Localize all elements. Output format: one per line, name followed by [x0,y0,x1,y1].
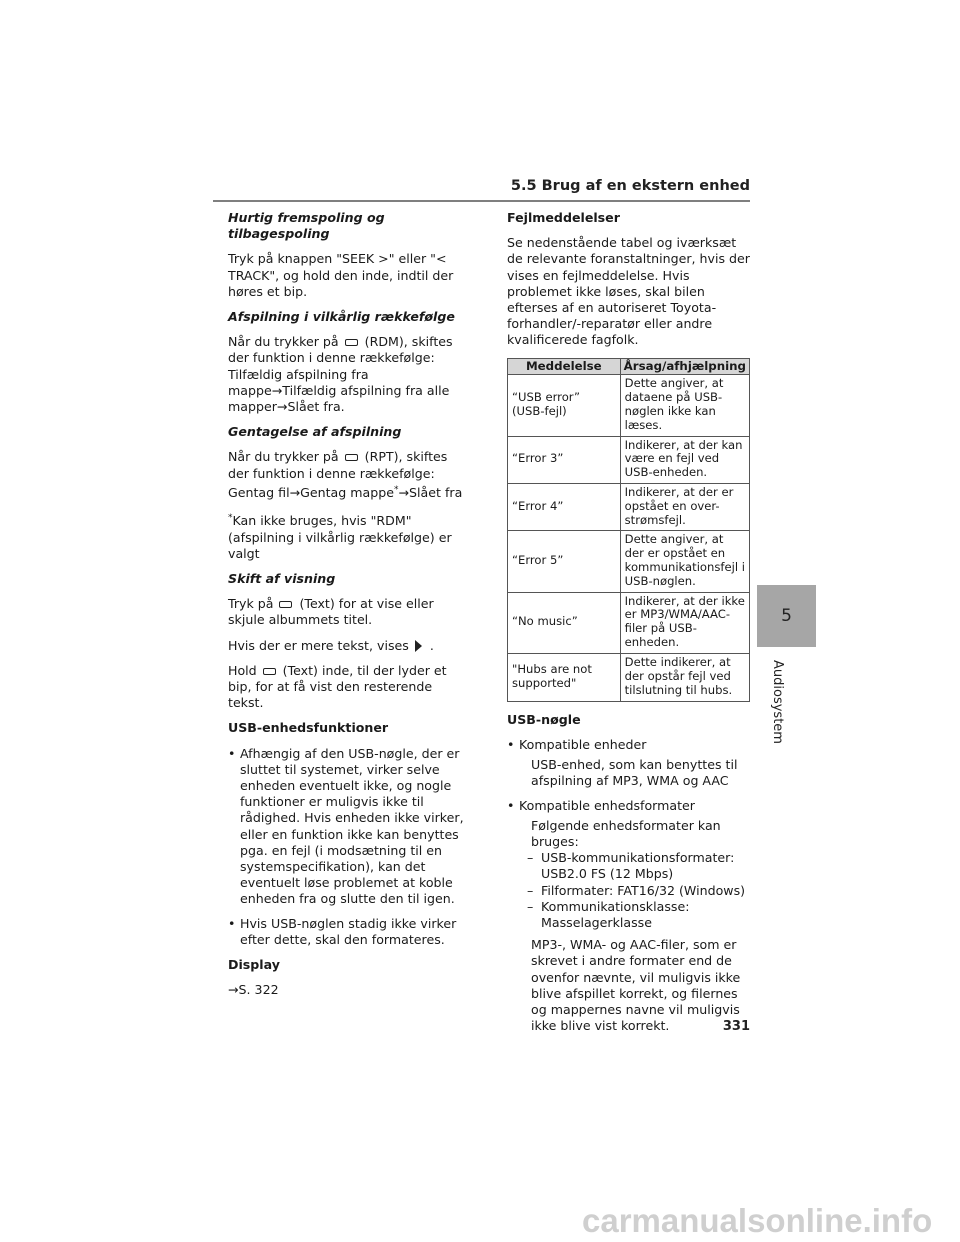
section-text-fast-forward: Tryk på knappen "SEEK >" eller "< TRACK", og hold den inde, indtil der høres et bip. [228,251,454,299]
table-row [508,375,750,436]
section-title-display: Display [228,957,280,973]
text-button-icon [263,668,276,675]
table-row [508,653,750,701]
table-row [508,592,750,653]
list-item [507,798,752,1035]
table-cell-message: "Hubs are not supported" [508,653,621,701]
usb-functions-list [228,746,468,948]
usb-key-list [507,737,752,1034]
section-title-usb-key: USB-nøgle [507,711,581,727]
table-cell-cause: Indikerer, at der kan være en fejl ved USB-enheden. [620,436,749,483]
right-column [507,210,752,1043]
section-title-fast-forward: Hurtig fremspoling og tilbagespoling [228,210,385,242]
table-cell-cause: Dette angiver, at dataene på USB-nøglen ikke kan læses. [620,375,749,436]
format-item: – USB-kommunikationsformater: USB2.0 FS (12 Mbps) [527,850,735,882]
compatible-devices-text: USB-enhed, som kan benyttes til afspilning af MP3, WMA og AAC [531,757,738,789]
chapter-tab-label: Audiosystem [770,660,785,744]
page-reference-link[interactable]: →S. 322 [228,982,279,998]
format-item: – Kommunikationsklasse: Masselagerklasse [527,898,690,930]
section-text-hold-text: Hold (Text) inde, til der lyder et bip, for at få vist den resterende tekst. [228,662,447,711]
table-row [508,531,750,592]
table-row [508,484,750,531]
section-title-display-switch: Skift af visning [228,571,336,587]
compatible-formats-label: • Kompatible enhedsformater [519,797,695,813]
section-text-repeat: Når du trykker på (RPT), skiftes der funktion i denne rækkefølge: Gentag fil→Gentag mappe*→Slået fra [228,449,463,501]
table-cell-message: “No music” [508,592,621,653]
table-cell-message: “Error 4” [508,484,621,531]
table-cell-cause: Indikerer, at der er opstået en over-strømsfejl. [620,484,749,531]
section-title-random: Afspilning i vilkårlig rækkefølge [228,309,455,325]
compatible-devices-label: • Kompatible enheder [519,736,647,752]
list-item: • Afhængig af den USB-nøgle, der er sluttet til systemet, virker selve enheden eventuelt ikke, og nogle funktioner er muligvis ikke til rådighed. Hvis enheden ikke virker, eller en funktion ikke kan benyttes pga. en fejl (i modsætning til en systemspecifikation), kan det eventuelt løse problemet at koble enheden fra og slutte den til igen. [228,746,468,908]
left-column [228,210,468,1008]
chapter-tab[interactable]: 5 [757,585,816,647]
table-cell-message: “Error 3” [508,436,621,483]
error-message-table [507,358,750,702]
list-item [507,737,752,790]
table-cell-cause: Dette angiver, at der er opstået en kommunikationsfejl i USB-nøglen. [620,531,749,592]
text-button-icon [279,601,292,608]
table-header-message: Meddelelse [508,358,621,375]
section-text-more-text: Hvis der er mere tekst, vises . [228,637,434,653]
section-title-errors: Fejlmeddelelser [507,210,620,225]
footnote: *Kan ikke bruges, hvis "RDM" (afspilning i vilkårlig rækkefølge) er valgt [228,513,452,561]
section-title-repeat: Gentagelse af afspilning [228,424,402,440]
header-rule [213,200,750,202]
rpt-button-icon [345,454,358,461]
compatible-formats-note: MP3-, WMA- og AAC-filer, som er skrevet i andre formater end de ovenfor nævnte, vil muligvis ikke blive afspillet korrekt, og filernes og mappernes navne vil muligvis ikke blive vist korrekt. [531,937,741,1034]
list-item: • Hvis USB-nøglen stadig ikke virker efter dette, skal den formateres. [228,916,468,948]
watermark: carmanualsonline.info [582,1202,933,1239]
chapter-heading: 5.5 Brug af en ekstern enhed [510,178,750,194]
page-number: 331 [722,1019,750,1034]
section-text-random: Når du trykker på (RDM), skiftes der funktion i denne rækkefølge: Tilfældig afspilning fra mappe→Tilfældig afspilning fra alle mapper→Slået fra. [228,334,453,415]
compatible-formats-intro: Følgende enhedsformater kan bruges: [531,817,721,849]
format-item: – Filformater: FAT16/32 (Windows) [527,882,746,898]
play-arrow-icon [415,640,422,652]
section-text-display-switch: Tryk på (Text) for at vise eller skjule albummets titel. [228,596,434,628]
rdm-button-icon [345,339,358,346]
table-header-cause: Årsag/afhjælpning [620,358,749,375]
section-text-errors: Se nedenstående tabel og iværksæt de relevante foranstaltninger, hvis der vises en fejlmeddelelse. Hvis problemet ikke løses, skal bilen efterses af en autoriseret Toyota-forhandler/-reparatør eller andre kvalificerede fagfolk. [507,235,750,348]
section-title-usb-functions: USB-enhedsfunktioner [228,720,389,736]
table-cell-cause: Dette indikerer, at der opstår fejl ved tilslutning til hubs. [620,653,749,701]
table-row [508,436,750,483]
table-cell-message: “USB error” (USB-fejl) [508,375,621,436]
table-cell-message: “Error 5” [508,531,621,592]
table-cell-cause: Indikerer, at der ikke er MP3/WMA/AAC-filer på USB-enheden. [620,592,749,653]
